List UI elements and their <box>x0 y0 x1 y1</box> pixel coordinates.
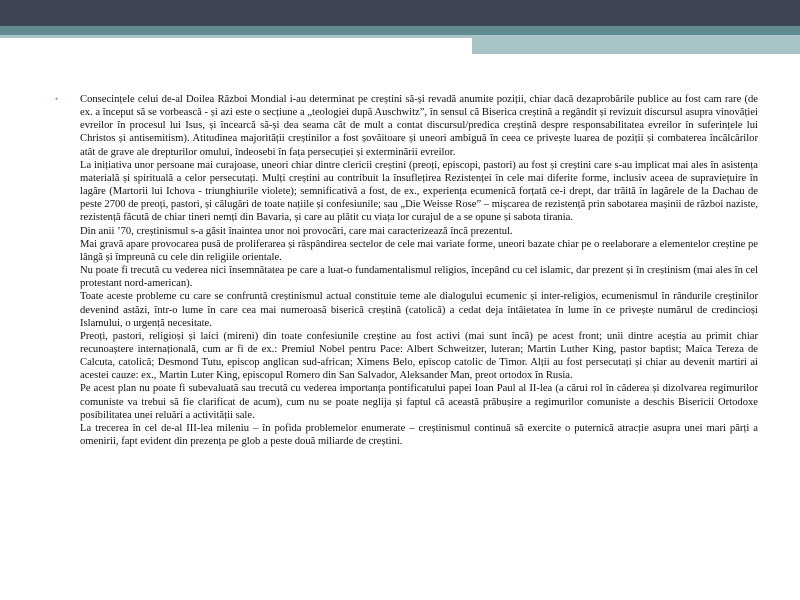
bullet-icon: • <box>55 94 59 104</box>
header-light-band <box>0 35 472 38</box>
paragraph-activists: Preoți, pastori, religioși și laici (mireni) din toate confesiunile creștine au fost activi (mai sunt încă) pe acest front; unii dintre aceștia au primit chiar recunoaștere internațională, cum ar fi de ex.: Premiul Nobel pentru Pace: Albert Schweitzer, luteran; Martin Luther King, pastor baptist; Maica Tereza de Calcuta, catolică; Desmond Tutu, episcop anglican sud-african; Ximens Belo, episcop catolic de Timor. Alții au fost persecutați și chiar au devenit martiri ai acestei cauze: ex., Martin Luter King, episcopul Romero din San Salvador, Aleksander Man, preot ortodox în Rusia. <box>80 330 758 382</box>
paragraph-millennium: La trecerea în cel de-al III-lea mileniu – în pofida problemelor enumerate – creștinismul continuă să exercite o puternică atracție asupra unei mari părți a omenirii, fapt evident din prezența pe glob a peste două miliarde de creștini. <box>80 422 758 448</box>
paragraph-initiative: La inițiativa unor persoane mai curajoase, uneori chiar dintre clericii creștini (preoți, episcopi, pastori) au fost și creștini care s-au implicat mai ales în asistența materială și spirituală a celor persecutați. Mulți creștini au contribuit la însuflețirea Rezistenței în cele mai diferite forme, inclusiv aceea de supraviețuire în lagăre (Martorii lui Ichova - triunghiurile violete); semnificativă a fost, de ex., experiența ecumenică forțată ce-i drept, dar trăită în lagărele de la Dachau de peste 2700 de preoți, pastori, și călugări de toate națiile și confesiunile; sau „Die Weisse Rose” – mișcarea de rezistență prin sabotarea mașinii de război naziste, rezistență făcută de chiar tineri nemți din Bavaria, și care au plătit cu viața lor curajul de a se opune și sabota tirania. <box>80 159 758 224</box>
paragraph-consequences: Consecințele celui de-al Doilea Război Mondial i-au determinat pe creștini să-și revadă anumite poziții, chiar dacă dezaprobările publice au fost cam rare (de ex. a început să se vorbească - și azi este o secțiune a „teologiei după Auschwitz”, în sensul că Biserica creștină a regândit și revizuit discursul asupra vinovăției evreilor în procesul lui Isus, și încearcă să-și dea seama cât de mult a contat discursul/predica creștină despre responsabilitatea evreilor în suferințele lui Christos și antisemitism). Atitudinea majorității creștinilor a fost șovăitoare și uneori ambiguă în ceea ce privește luarea de poziții și combaterea încălcărilor atât de grave ale drepturilor omului, îndeosebi în fața persecuției și exterminării evreilor. <box>80 94 758 158</box>
paragraph-seventies: Din anii ’70, creștinismul s-a găsit înaintea unor noi provocări, care mai caracterizează încă prezentul. <box>80 225 513 237</box>
paragraph-sects: Mai gravă apare provocarea pusă de proliferarea și răspândirea sectelor de cele mai variate forme, uneori bazate chiar pe o reelaborare a elementelor creștine pe lângă și împreună cu cele din religiile orientale. <box>80 238 758 263</box>
slide-content <box>55 93 758 448</box>
header-teal-band <box>0 26 800 35</box>
header-dark-band <box>0 0 800 26</box>
header-light-box <box>472 35 800 54</box>
paragraph-fundamentalism: Nu poate fi trecută cu vederea nici însemnătatea pe care a luat-o fundamentalismul religios, începând cu cel islamic, dar prezent și în creștinism (mai ales în cel protestant nord-american). <box>80 265 758 290</box>
paragraph-ecumenism: Toate aceste probleme cu care se confruntă creștinismul actual constituie teme ale dialogului ecumenic și inter-religios, ecumenismul în rândurile creștinilor devenind astăzi, într-o lume în care cea mai numeroasă biserică creștină (catolică) a cedat deja întâietatea în lume în ce privește numărul de credincioși Islamului, o urgență necesitate. <box>80 291 758 329</box>
paragraph-pope: Pe acest plan nu poate fi subevaluată sau trecută cu vederea importanța pontificatului papei Ioan Paul al II-lea (a cărui rol în căderea și dizolvarea regimurilor comuniste va trebui să fie clarificat de acum), cum nu se poate neglija și faptul că această prăbușire a regimurilor comuniste a deschis Bisericii Ortodoxe posibilitatea unei reluări a activității sale. <box>80 383 758 421</box>
